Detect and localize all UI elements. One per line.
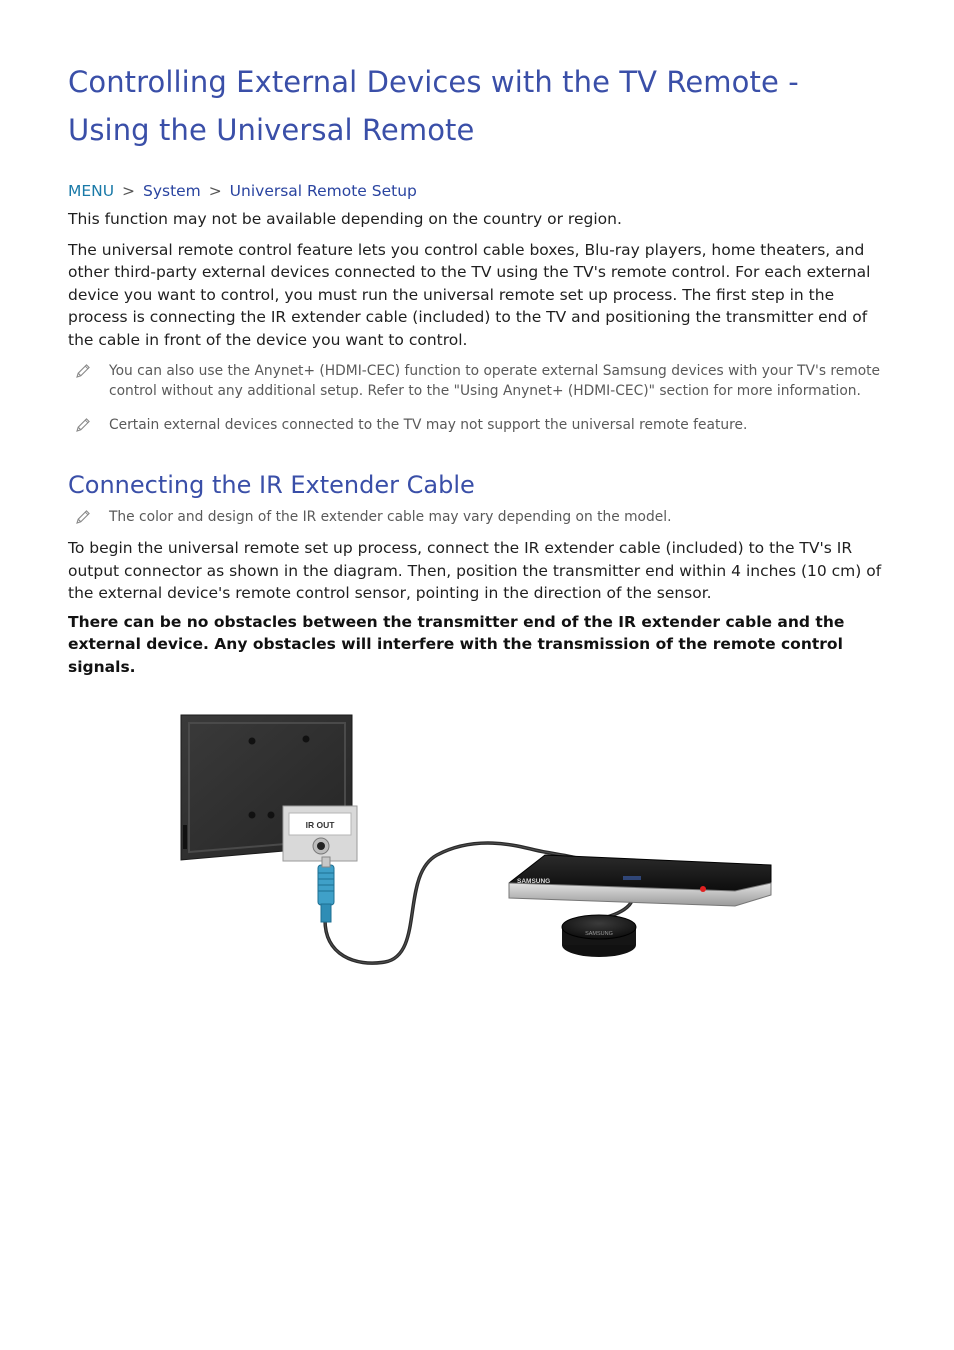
page-title-line-2: Using the Universal Remote xyxy=(68,113,475,147)
breadcrumb xyxy=(68,181,884,201)
warning-paragraph: There can be no obstacles between the transmitter end of the IR extender cable and the external device. Any obstacles will interfere with the transmission of the remote control signals. xyxy=(68,612,845,676)
setup-paragraph: To begin the universal remote set up process, connect the IR extender cable (included) to the TV's IR output connector as shown in the diagram. Then, position the transmitter end within 4 inches (10 cm) of the external device's remote control sensor, pointing in the direction of the sensor. xyxy=(68,539,882,602)
breadcrumb-menu[interactable]: MENU xyxy=(68,182,115,200)
pencil-icon xyxy=(74,508,92,526)
note-cable-design xyxy=(68,507,884,527)
ir-extender-diagram xyxy=(175,705,785,980)
feature-paragraph: The universal remote control feature lets you control cable boxes, Blu-ray players, home theaters, and other third-party external devices connected to the TV using the TV's remote control. For each external device you want to control, you must run the universal remote set up process. The first step in the process is connecting the IR extender cable (included) to the TV and positioning the transmitter end of the cable in front of the device you want to control. xyxy=(68,240,871,349)
breadcrumb-universal-remote-setup[interactable]: Universal Remote Setup xyxy=(229,182,417,200)
external-device xyxy=(509,855,771,906)
chevron-right-icon: > xyxy=(208,182,222,200)
pencil-icon xyxy=(74,362,92,380)
page-content xyxy=(68,58,884,678)
cable-plug xyxy=(318,857,334,922)
note-unsupported xyxy=(68,415,884,435)
device-brand-label: SAMSUNG xyxy=(517,878,551,885)
ir-out-port xyxy=(283,806,357,861)
transmitter-brand-label: SAMSUNG xyxy=(585,931,613,937)
chevron-right-icon: > xyxy=(122,182,136,200)
note-text: Certain external devices connected to the TV may not support the universal remote feature. xyxy=(109,417,748,433)
note-anynet xyxy=(68,361,884,401)
breadcrumb-system[interactable]: System xyxy=(142,182,201,200)
page-title-line-1: Controlling External Devices with the TV Remote - xyxy=(68,65,799,99)
page-title xyxy=(68,58,884,154)
section-title: Connecting the IR Extender Cable xyxy=(68,471,475,499)
note-text: You can also use the Anynet+ (HDMI-CEC) function to operate external Samsung devices with your TV's remote control without any additional setup. Refer to the "Using Anynet+ (HDMI-CEC)" section for more information. xyxy=(109,363,881,399)
pencil-icon xyxy=(74,416,92,434)
ir-out-label: IR OUT xyxy=(305,820,335,830)
ir-transmitter xyxy=(562,915,636,957)
availability-paragraph: This function may not be available depending on the country or region. xyxy=(68,210,622,228)
note-text: The color and design of the IR extender cable may vary depending on the model. xyxy=(109,509,672,525)
